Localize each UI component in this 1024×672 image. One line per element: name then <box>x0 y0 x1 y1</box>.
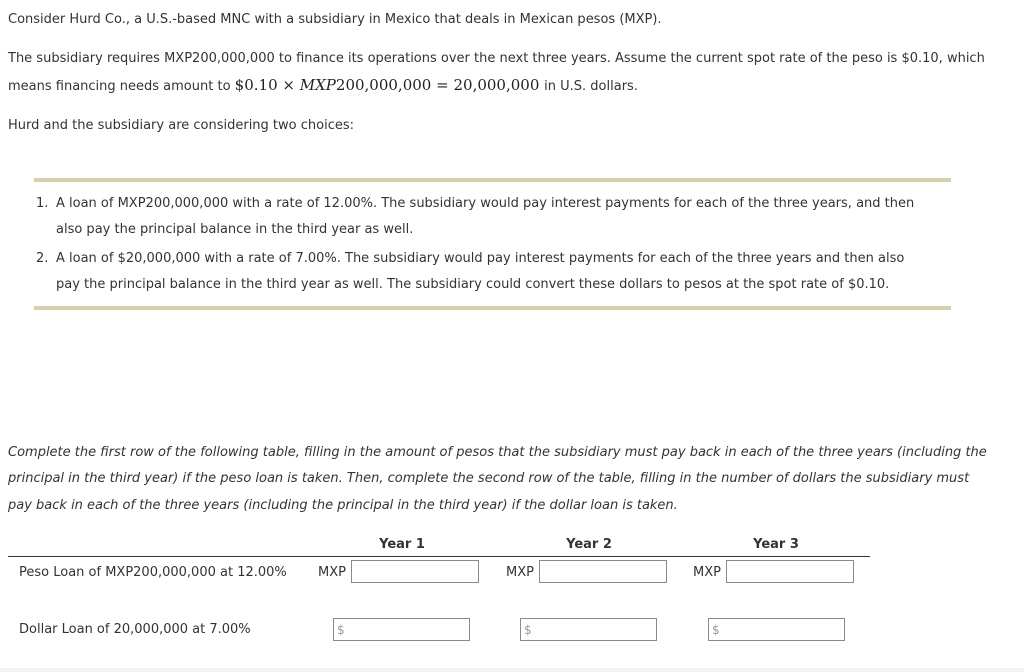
math-result: 20,000,000 <box>453 76 540 94</box>
row-peso-label: Peso Loan of MXP200,000,000 at 12.00% <box>19 565 287 580</box>
dollar-year-2-input[interactable] <box>520 618 657 641</box>
math-equals: = <box>436 76 449 94</box>
intro-line-3 <box>8 77 638 95</box>
header-year-3: Year 3 <box>753 537 799 552</box>
choices-bottom-rule <box>34 306 951 310</box>
math-times: × <box>282 76 295 94</box>
row-dollar-label: Dollar Loan of 20,000,000 at 7.00% <box>19 622 251 637</box>
choice-2-number: 2. <box>36 251 49 266</box>
header-year-2: Year 2 <box>566 537 612 552</box>
dollar-year-1-input[interactable] <box>333 618 470 641</box>
row-peso-currency-1: MXP <box>318 565 346 580</box>
dollar-sign-2: $ <box>524 623 532 637</box>
intro-line-3-end: in U.S. dollars. <box>544 79 638 94</box>
intro-line-1: Consider Hurd Co., a U.S.-based MNC with a subsidiary in Mexico that deals in Mexican pesos (MXP). <box>8 12 662 27</box>
table-header-rule <box>8 556 870 557</box>
peso-year-3-input[interactable] <box>726 560 854 583</box>
choices-top-rule <box>34 178 951 182</box>
choice-1-number: 1. <box>36 196 49 211</box>
intro-line-3-start: means financing needs amount to <box>8 79 231 94</box>
dollar-sign-1: $ <box>337 623 345 637</box>
choice-1-line-2: also pay the principal balance in the third year as well. <box>56 222 414 237</box>
instructions-line-3: pay back in each of the three years (including the principal in the third year) if the dollar loan is taken. <box>8 498 678 513</box>
math-expression <box>235 76 544 94</box>
bottom-strip <box>0 668 1024 672</box>
choice-1-line-1: A loan of MXP200,000,000 with a rate of 12.00%. The subsidiary would pay interest payments for each of the three years, and then <box>56 196 915 211</box>
math-mxp: MXP <box>299 76 336 94</box>
row-peso-currency-2: MXP <box>506 565 534 580</box>
intro-line-2: The subsidiary requires MXP200,000,000 to finance its operations over the next three years. Assume the current spot rate of the peso is $0.10, which <box>8 51 985 66</box>
instructions-line-2: principal in the third year) if the peso loan is taken. Then, complete the second row of the table, filling in the number of dollars the subsidiary must <box>8 471 970 486</box>
dollar-year-3-input[interactable] <box>708 618 845 641</box>
math-amount: 200,000,000 <box>335 76 432 94</box>
row-peso-currency-3: MXP <box>693 565 721 580</box>
intro-line-4: Hurd and the subsidiary are considering two choices: <box>8 118 354 133</box>
math-rate: $0.10 <box>234 76 278 94</box>
header-year-1: Year 1 <box>379 537 425 552</box>
instructions-line-1: Complete the first row of the following table, filling in the amount of pesos that the subsidiary must pay back in each of the three years (including the <box>8 445 987 460</box>
dollar-sign-3: $ <box>712 623 720 637</box>
peso-year-1-input[interactable] <box>351 560 479 583</box>
choice-2-line-1: A loan of $20,000,000 with a rate of 7.00%. The subsidiary would pay interest payments for each of the three years and then also <box>56 251 905 266</box>
peso-year-2-input[interactable] <box>539 560 667 583</box>
choice-2-line-2: pay the principal balance in the third year as well. The subsidiary could convert these dollars to pesos at the spot rate of $0.10. <box>56 277 890 292</box>
